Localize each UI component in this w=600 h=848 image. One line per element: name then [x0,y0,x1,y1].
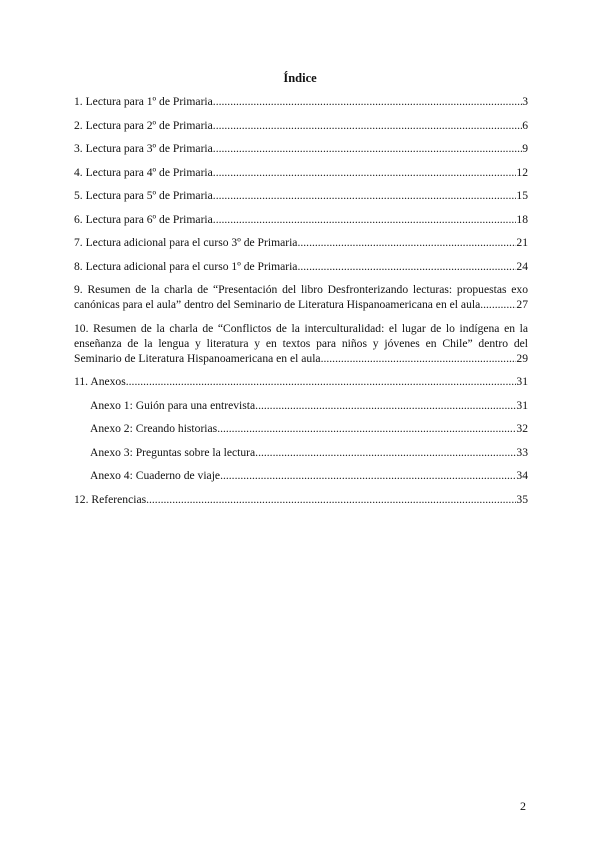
toc-entry-6[interactable] [74,212,528,227]
toc-entry-label: 11. Anexos [74,375,126,388]
toc-entry-label: Anexo 2: Creando historias [90,422,218,435]
toc-entry-1[interactable] [74,94,528,109]
dot-leader [220,468,516,483]
dot-leader [297,235,516,250]
toc-entry-10[interactable] [74,321,528,366]
toc-entry-page: 6 [522,118,528,132]
dot-leader [213,188,517,203]
dot-leader [213,165,517,180]
toc-entry-7[interactable] [74,235,528,250]
toc-entry-8[interactable] [74,259,528,274]
toc-entry-page: 3 [522,95,528,108]
dot-leader [146,492,516,507]
dot-leader [297,259,516,274]
dot-leader [217,421,516,436]
toc-entry-anexo-4[interactable] [74,468,528,483]
toc-entry-12[interactable] [74,492,528,507]
toc-entry-anexo-2[interactable] [74,421,528,436]
toc-entry-page: 18 [516,212,528,226]
toc-entry-page: 12 [516,165,528,179]
toc-entry-page: 33 [516,445,528,459]
dot-leader [321,351,517,366]
toc-entry-page: 34 [516,469,528,482]
toc-entry-label: 5. Lectura para 5º de Primaria [74,189,213,202]
dot-leader [126,374,517,389]
toc-entry-label: 3. Lectura para 3º de Primaria [74,142,213,155]
toc-entry-4[interactable] [74,165,528,180]
toc-entry-label: 8. Lectura adicional para el curso 1º de Primaria [74,259,298,273]
toc-entry-label: Anexo 1: Guión para una entrevista [90,398,256,412]
toc-entry-anexo-3[interactable] [74,445,528,460]
toc-entry-2[interactable] [74,118,528,133]
toc-entry-11[interactable] [74,374,528,389]
toc-entry-3[interactable] [74,141,528,156]
toc-entry-label: 4. Lectura para 4º de Primaria [74,165,213,179]
toc-entry-page: 35 [516,492,528,506]
toc-entry-page: 9 [522,142,528,155]
toc-entry-page: 27 [516,298,528,311]
toc-entry-page: 15 [516,189,528,202]
dot-leader [255,445,516,460]
toc-entry-9[interactable] [74,282,528,312]
dot-leader [213,141,522,156]
toc-entry-5[interactable] [74,188,528,203]
toc-entry-page: 31 [516,398,528,412]
dot-leader [480,297,516,312]
page-number: 2 [520,799,526,813]
toc-entry-label-line: 9. Resumen de la charla de “Presentación del libro Desfronterizando lecturas: propuestas exo [74,283,528,296]
toc-entry-page: 32 [516,422,528,435]
toc-entry-page: 29 [516,351,528,365]
toc-entry-page: 31 [516,375,528,388]
dot-leader [255,398,516,413]
table-of-contents [74,94,528,515]
toc-entry-label: 2. Lectura para 2º de Primaria [74,118,213,132]
toc-entry-label: Anexo 3: Preguntas sobre la lectura [90,445,256,459]
dot-leader [213,118,522,133]
toc-entry-label-line: 10. Resumen de la charla de “Conflictos de la interculturalidad: el lugar de lo indígena en la [74,321,528,335]
toc-entry-anexo-1[interactable] [74,398,528,413]
toc-entry-label: 1. Lectura para 1º de Primaria [74,95,213,108]
toc-entry-label-line: enseñanza de la lengua y literatura y en textos para niños y jóvenes en Chile” dentro del [74,336,528,350]
toc-entry-label: 6. Lectura para 6º de Primaria [74,212,213,226]
index-title: Índice [283,71,317,85]
toc-entry-label: Anexo 4: Cuaderno de viaje [90,469,221,482]
toc-entry-label: canónicas para el aula” dentro del Seminario de Literatura Hispanoamericana en el aula [74,298,481,311]
dot-leader [213,94,522,109]
toc-entry-label: 7. Lectura adicional para el curso 3º de Primaria [74,236,298,249]
dot-leader [213,212,517,227]
toc-entry-page: 21 [516,236,528,249]
toc-entry-label: Seminario de Literatura Hispanoamericana en el aula [74,351,321,365]
toc-entry-label: 12. Referencias [74,492,147,506]
toc-entry-page: 24 [516,259,528,273]
